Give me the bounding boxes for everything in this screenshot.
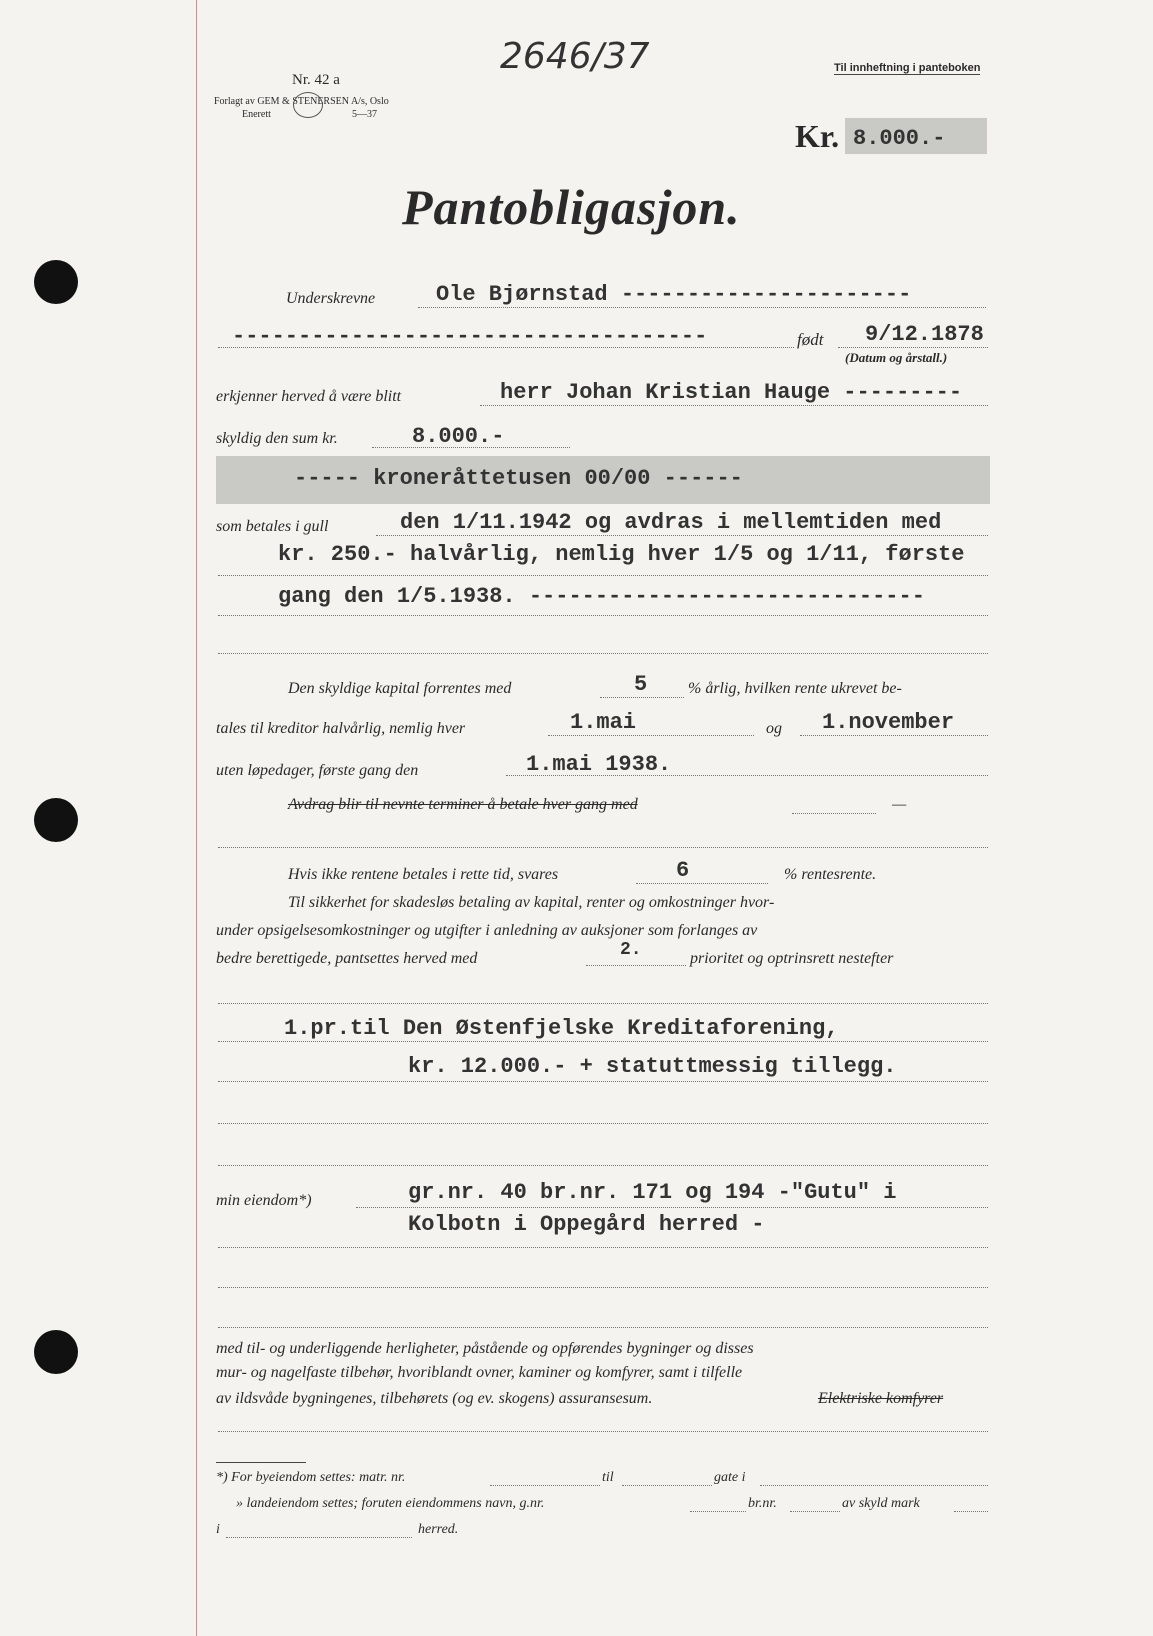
security-rule-2 bbox=[218, 1040, 988, 1042]
amount-value: 8.000.- bbox=[845, 118, 987, 154]
property-rule-3 bbox=[218, 1286, 988, 1288]
penalty-text-1: Hvis ikke rentene betales i rette tid, svares bbox=[288, 866, 559, 883]
security-rule-4 bbox=[218, 1122, 988, 1124]
property-rule-1 bbox=[356, 1206, 988, 1208]
security-rule-3 bbox=[218, 1080, 988, 1082]
born-date: 9/12.1878 bbox=[865, 322, 984, 347]
payment-rule-3 bbox=[218, 614, 988, 616]
top-right-label: Til innheftning i panteboken bbox=[834, 62, 981, 74]
born-line bbox=[838, 346, 988, 348]
punch-hole-middle bbox=[34, 798, 78, 842]
prior-mortgage-1: 1.pr.til Den Østenfjelske Kreditaforening, bbox=[284, 1016, 839, 1041]
payment-rule-1 bbox=[376, 534, 988, 536]
payment-label: som betales i gull bbox=[216, 518, 329, 535]
payment-line-2: kr. 250.- halvårlig, nemlig hver 1/5 og 1/11, første bbox=[278, 542, 965, 567]
amount-label: Kr. bbox=[795, 118, 840, 154]
sum-label: skyldig den sum kr. bbox=[216, 430, 338, 447]
footnote-1-line-c bbox=[760, 1484, 988, 1486]
debtor-dashes: ------------------------------------ bbox=[232, 324, 708, 349]
footnote-3-line bbox=[226, 1536, 412, 1538]
footnote-1a: *) For byeiendom settes: matr. nr. bbox=[216, 1470, 406, 1485]
interest-date-2-line bbox=[800, 734, 988, 736]
creditor-label: erkjenner herved å være blitt bbox=[216, 388, 402, 405]
form-number: Nr. 42 a bbox=[292, 72, 340, 88]
footnote-separator bbox=[216, 1462, 306, 1463]
publisher-seal bbox=[293, 92, 323, 118]
footnote-2a: » landeiendom settes; foruten eiendommens navn, g.nr. bbox=[236, 1496, 545, 1511]
clause-line-2: mur- og nagelfaste tilbehør, hvoriblandt ovner, kaminer og komfyrer, samt i tilfelle bbox=[216, 1364, 743, 1381]
born-hint: (Datum og årstall.) bbox=[845, 350, 948, 365]
debtor-name: Ole Bjørnstad ---------------------- bbox=[436, 282, 912, 307]
footnote-2c: av skyld mark bbox=[842, 1496, 920, 1511]
margin-line bbox=[196, 0, 197, 1636]
creditor-name: herr Johan Kristian Hauge --------- bbox=[500, 380, 963, 405]
clause-line-3: av ildsvåde bygningenes, tilbehørets (og ev. skogens) assuransesum. bbox=[216, 1390, 653, 1407]
publisher-code: 5—37 bbox=[352, 109, 377, 120]
penalty-rate-line bbox=[636, 882, 768, 884]
security-line-3a: bedre berettigede, pantsettes herved med bbox=[216, 950, 478, 967]
punch-hole-bottom bbox=[34, 1330, 78, 1374]
interest-date-1: 1.mai bbox=[570, 710, 637, 735]
security-line-2: under opsigelsesomkostninger og utgifter i anledning av auksjoner som forlanges av bbox=[216, 922, 758, 939]
property-line-2: Kolbotn i Oppegård herred - bbox=[408, 1212, 765, 1237]
footnote-3a: i bbox=[216, 1522, 220, 1537]
clause-struck: Elektriske komfyrer bbox=[818, 1390, 944, 1407]
sum-value: 8.000.- bbox=[412, 424, 505, 449]
security-rule-1 bbox=[218, 1002, 988, 1004]
payment-rule-2 bbox=[218, 574, 988, 576]
interest-og: og bbox=[766, 720, 782, 737]
interest-text-2: % årlig, hvilken rente ukrevet be- bbox=[688, 680, 902, 697]
prior-mortgage-2: kr. 12.000.- + statuttmessig tillegg. bbox=[408, 1054, 897, 1079]
clause-rule bbox=[218, 1430, 988, 1432]
clause-line-1: med til- og underliggende herligheter, påstående og opførendes bygninger og disses bbox=[216, 1340, 754, 1357]
interest-text-3: tales til kreditor halvårlig, nemlig hver bbox=[216, 720, 466, 737]
payment-line-3: gang den 1/5.1938. ------------------------------ bbox=[278, 584, 925, 609]
sum-words: ----- kroneråttetusen 00/00 ------ bbox=[294, 466, 743, 491]
punch-hole-top bbox=[34, 260, 78, 304]
footnote-1-line-a bbox=[490, 1484, 600, 1486]
property-label: min eiendom*) bbox=[216, 1192, 312, 1209]
security-rule-5 bbox=[218, 1164, 988, 1166]
footnote-1c: gate i bbox=[714, 1470, 746, 1485]
interest-text-4: uten løpedager, første gang den bbox=[216, 762, 419, 779]
installment-rule-2 bbox=[218, 846, 988, 848]
debtor-line-2 bbox=[218, 346, 794, 348]
publisher-line: Forlagt av GEM & STENERSEN A/s, Oslo bbox=[214, 96, 389, 107]
footnote-1-line-b bbox=[622, 1484, 712, 1486]
installment-line bbox=[792, 812, 876, 814]
security-priority-line bbox=[586, 964, 686, 966]
sum-line bbox=[372, 446, 570, 448]
security-priority: 2. bbox=[620, 940, 642, 960]
footnote-3b: herred. bbox=[418, 1522, 459, 1537]
publisher-enerett: Enerett bbox=[242, 109, 271, 120]
penalty-rate: 6 bbox=[676, 858, 690, 883]
property-rule-2 bbox=[218, 1246, 988, 1248]
handwritten-reference: 2646/37 bbox=[500, 36, 650, 77]
property-rule-4 bbox=[218, 1326, 988, 1328]
security-line-3b: prioritet og optrinsrett nestefter bbox=[690, 950, 894, 967]
interest-rate: 5 bbox=[634, 672, 648, 697]
payment-rule-4 bbox=[218, 652, 988, 654]
debtor-label: Underskrevne bbox=[286, 290, 376, 307]
footnote-2-line-b bbox=[790, 1510, 840, 1512]
security-line-1: Til sikkerhet for skadesløs betaling av kapital, renter og omkostninger hvor- bbox=[288, 894, 775, 911]
payment-line-1: den 1/11.1942 og avdras i mellemtiden med bbox=[400, 510, 942, 535]
debtor-line bbox=[418, 306, 986, 308]
footnote-2-line-a bbox=[690, 1510, 746, 1512]
interest-date-2: 1.november bbox=[822, 710, 955, 735]
creditor-line bbox=[480, 404, 988, 406]
interest-text-1: Den skyldige kapital forrentes med bbox=[288, 680, 512, 697]
born-label: født bbox=[797, 330, 824, 349]
document-title: Pantobligasjon. bbox=[402, 179, 741, 235]
interest-rate-line bbox=[600, 696, 684, 698]
interest-first-date: 1.mai 1938. bbox=[526, 752, 672, 777]
interest-first-line bbox=[506, 774, 988, 776]
footnote-2-line-c bbox=[954, 1510, 988, 1512]
interest-date-1-line bbox=[548, 734, 754, 736]
footnote-1b: til bbox=[602, 1470, 614, 1485]
installment-struck: Avdrag blir til nevnte terminer å betale hver gang med bbox=[288, 796, 638, 813]
property-line-1: gr.nr. 40 br.nr. 171 og 194 -"Gutu" i bbox=[408, 1180, 897, 1205]
installment-tail: — bbox=[892, 796, 907, 813]
footnote-2b: br.nr. bbox=[748, 1496, 777, 1511]
penalty-text-2: % rentesrente. bbox=[784, 866, 877, 883]
